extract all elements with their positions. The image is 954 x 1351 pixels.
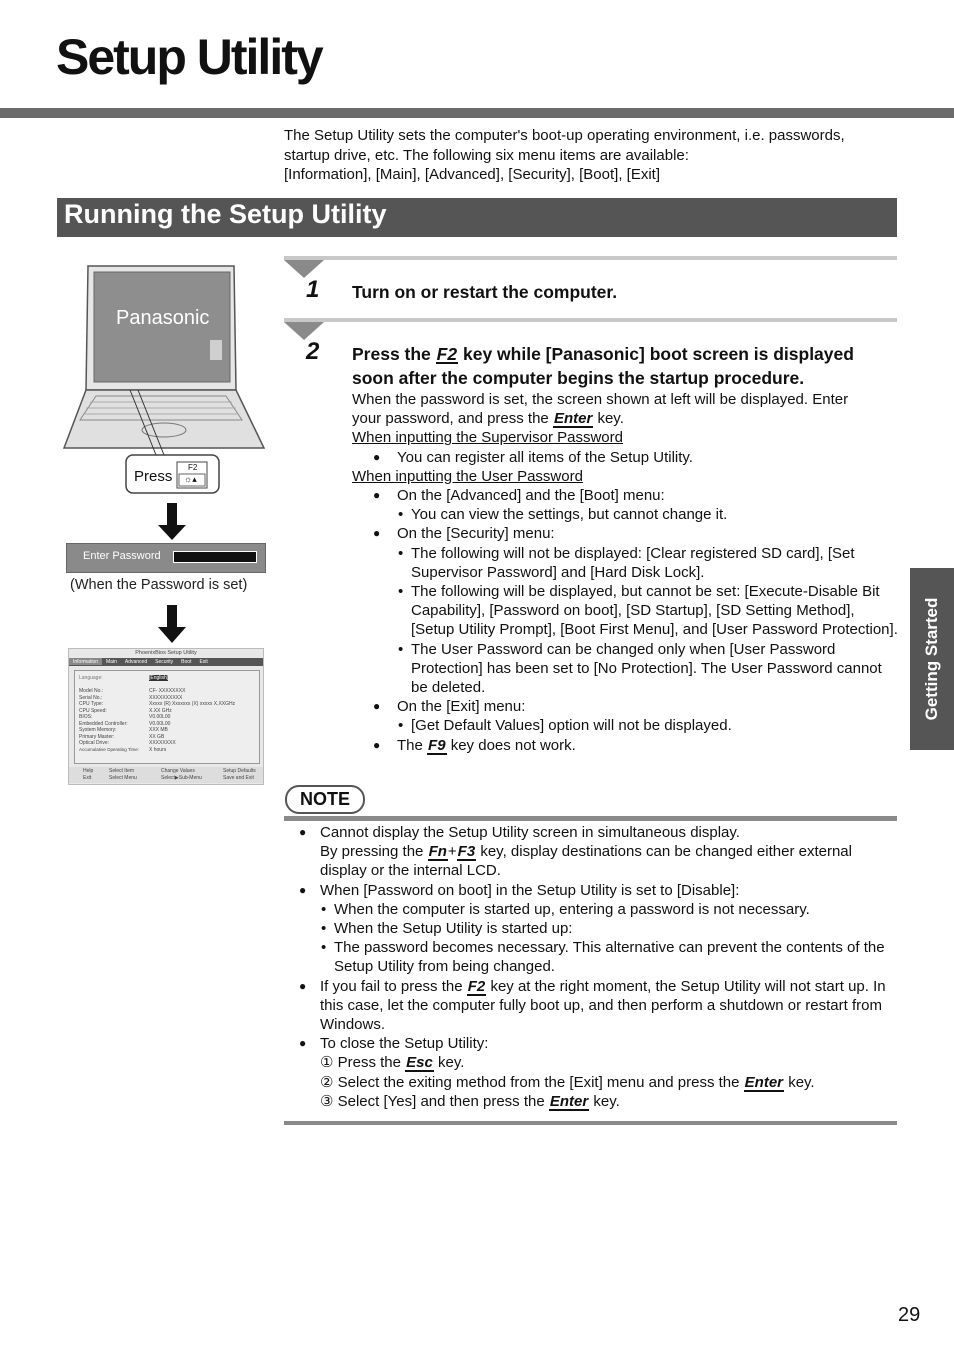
text: The xyxy=(397,736,423,754)
text: key does not work. xyxy=(450,736,576,754)
fn-key: Fn xyxy=(428,843,447,861)
password-prompt: Enter Password xyxy=(83,550,161,562)
text: key, display destinations can be changed either external display or the internal LCD. xyxy=(320,843,852,880)
bullet-item: ● On the [Exit] menu: xyxy=(352,697,900,716)
bullet-item xyxy=(352,736,900,755)
enter-key: Enter xyxy=(744,1073,784,1091)
section-header xyxy=(57,198,897,237)
bullet-item: ● On the [Advanced] and the [Boot] menu: xyxy=(352,486,900,505)
user-heading: When inputting the User Password xyxy=(352,467,583,485)
step-2-number: 2 xyxy=(306,338,320,365)
sub-bullet-item: • The User Password can be changed only when [User Password Protection] has been set to [No Protection]. The User Password cannot be deleted. xyxy=(352,640,900,698)
bios-menu-item: Security xyxy=(155,659,174,665)
bios-row-value: XXXXXXXX xyxy=(149,740,176,746)
text: key. xyxy=(597,410,624,428)
bios-row-label: Serial No.: xyxy=(79,694,103,701)
text: ② Select the exiting method from the [Exit] menu and press the xyxy=(320,1073,740,1091)
note-body xyxy=(299,823,889,1111)
password-dialog xyxy=(66,543,266,573)
bios-row-label: Model No.: xyxy=(79,688,104,694)
bios-row-value: X.XX GHz xyxy=(149,707,172,714)
bios-footer-item: Save and Exit xyxy=(223,775,254,781)
laptop-illustration xyxy=(60,260,270,550)
note-sub-item: • When the computer is started up, entering a password is not necessary. xyxy=(299,900,889,919)
note-step xyxy=(299,1053,889,1072)
bios-footer-item: Help xyxy=(83,768,94,774)
bios-footer xyxy=(69,767,263,783)
step-1-text: Turn on or restart the computer. xyxy=(352,282,618,302)
bios-row-label: System Memory: xyxy=(79,727,117,733)
note-item: ● When [Password on boot] in the Setup Utility is set to [Disable]: xyxy=(299,881,889,900)
title-rule xyxy=(0,108,954,118)
step-2-body xyxy=(352,390,900,755)
bios-menu-item: Information xyxy=(69,658,102,665)
note-text xyxy=(299,842,889,880)
step-1-rule xyxy=(284,256,897,260)
down-arrow-icon xyxy=(158,605,186,645)
step-2-text xyxy=(352,342,900,390)
esc-key: Esc xyxy=(406,1054,433,1072)
bios-footer-item: Select Item xyxy=(109,768,135,774)
bios-menu-item: Boot xyxy=(181,659,192,665)
bios-row-label: Primary Master: xyxy=(79,733,115,740)
text: If you fail to press the xyxy=(320,977,463,995)
note-item: ● Cannot display the Setup Utility screen in simultaneous display. xyxy=(299,823,889,842)
note-item: ● To close the Setup Utility: xyxy=(299,1034,889,1053)
bullet-item: ● You can register all items of the Setup Utility. xyxy=(352,448,900,467)
bios-menu-item: Exit xyxy=(199,659,208,665)
bios-row-value: XXX MB xyxy=(149,727,168,733)
note-item xyxy=(299,977,889,1035)
intro-line: [Information], [Main], [Advanced], [Security], [Boot], [Exit] xyxy=(284,166,660,183)
paragraph xyxy=(352,409,900,428)
supervisor-heading: When inputting the Supervisor Password xyxy=(352,429,623,447)
enter-key: Enter xyxy=(549,1092,589,1110)
note-sub-text xyxy=(299,938,889,976)
bios-footer-item: Exit xyxy=(83,775,92,781)
bios-title: PhoenixBios Setup Utility xyxy=(135,650,197,656)
bios-row-value: V0.00L00 xyxy=(149,714,171,720)
paragraph: When the password is set, the screen shown at left will be displayed. Enter xyxy=(352,391,849,408)
note-step xyxy=(299,1073,889,1092)
bios-row-value: X hours xyxy=(149,746,167,753)
step-2-text-a: Press the xyxy=(352,344,431,364)
bios-footer-item: Change Values xyxy=(161,768,195,774)
bios-menu-item: Main xyxy=(106,659,117,665)
sub-bullet-item: • [Get Default Values] option will not be displayed. xyxy=(352,716,900,735)
note-rule xyxy=(284,816,897,821)
bios-language-value: [English] xyxy=(149,675,169,681)
sub-bullet-item: • The following will not be displayed: [Clear registered SD card], [Set Supervisor Password] and [Hard Disk Lock]. xyxy=(352,544,900,582)
brand-logo: Panasonic xyxy=(116,307,210,329)
bottom-rule xyxy=(284,1121,897,1125)
bullet-item: ● On the [Security] menu: xyxy=(352,524,900,543)
note-step xyxy=(299,1092,889,1111)
f9-key: F9 xyxy=(428,736,446,754)
text: key at the right moment, the Setup Utility will not start up. In this case, let the computer fully boot up, and then perform a shutdown or restart from Windows. xyxy=(320,977,886,1034)
bios-row-label: Accumulative Operating Time: xyxy=(79,746,140,752)
intro-text xyxy=(284,126,894,185)
f2-key: F2 xyxy=(436,344,458,364)
bios-row-label: CPU Speed: xyxy=(79,707,107,714)
bios-language-label: Language: xyxy=(79,675,103,681)
step-1-number: 1 xyxy=(306,276,320,303)
plus: + xyxy=(447,843,457,861)
note-sub-item: • When the Setup Utility is started up: xyxy=(299,919,889,938)
step-2-text-c: soon after the computer begins the startup procedure. xyxy=(352,368,805,388)
note-label: NOTE xyxy=(285,785,365,814)
step-2-rule xyxy=(284,318,897,322)
side-tab xyxy=(910,568,954,750)
bios-row-value: XX GB xyxy=(149,733,165,740)
f2-key: F2 xyxy=(467,977,486,995)
bios-row-label: CPU Type: xyxy=(79,701,104,707)
step-2-text-b: key while [Panasonic] boot screen is displayed xyxy=(462,344,854,364)
intro-line: startup drive, etc. The following six menu items are available: xyxy=(284,146,689,164)
password-field xyxy=(173,551,257,563)
sub-bullet-item: • You can view the settings, but cannot change it. xyxy=(352,505,900,524)
text: key. xyxy=(593,1092,620,1110)
page-title: Setup Utility xyxy=(56,29,322,85)
bios-footer-item: Select▶Sub-Menu xyxy=(161,775,202,781)
section-title: Running the Setup Utility xyxy=(64,199,387,229)
password-caption: (When the Password is set) xyxy=(70,577,248,593)
bios-footer-item: Setup Defaults xyxy=(223,768,256,774)
f3-key: F3 xyxy=(457,843,476,861)
bios-footer-item: Select Menu xyxy=(109,775,137,781)
enter-key: Enter xyxy=(553,410,593,428)
bios-screen xyxy=(68,648,264,785)
text: key. xyxy=(438,1054,465,1072)
text: your password, and press the xyxy=(352,410,549,428)
bios-row-value: CF- XXXXXXXX xyxy=(149,688,186,694)
bios-menu-item: Advanced xyxy=(124,659,148,665)
page-number: 29 xyxy=(898,1304,921,1326)
bios-row-value: V0.00L00 xyxy=(149,720,171,727)
text: key. xyxy=(788,1073,815,1091)
text: The password becomes necessary. This alternative can prevent the contents of the Setup Utility from being changed. xyxy=(334,939,885,976)
brightness-icon: ☼▴ xyxy=(184,474,197,484)
bios-row-label: BIOS: xyxy=(79,714,93,720)
intro-line: The Setup Utility sets the computer's boot-up operating environment, i.e. passwords, xyxy=(284,127,845,144)
bios-panel xyxy=(74,670,260,764)
f2-key-label: F2 xyxy=(188,463,198,472)
text: By pressing the xyxy=(320,843,424,861)
text: ③ Select [Yes] and then press the xyxy=(320,1092,545,1110)
bios-row-label: Embedded Controller: xyxy=(79,720,128,727)
sub-bullet-item: • The following will be displayed, but cannot be set: [Execute-Disable Bit Capability], [Password on boot], [SD Startup], [SD Setting Method], [Setup Utility Prompt], [Boot First Menu], and [User Password Protection]. xyxy=(352,582,900,640)
bios-menu-bar xyxy=(69,658,263,666)
bios-row-label: Optical Drive: xyxy=(79,740,110,746)
bios-row-value: XXXXXXXXXX xyxy=(149,694,183,701)
press-label: Press xyxy=(134,468,173,485)
text: ① Press the xyxy=(320,1054,401,1072)
side-tab-label: Getting Started xyxy=(922,597,941,721)
bios-row-value: Xxxxx (R) Xxxxxxx (X) xxxxx X.XXGHz xyxy=(149,701,236,707)
